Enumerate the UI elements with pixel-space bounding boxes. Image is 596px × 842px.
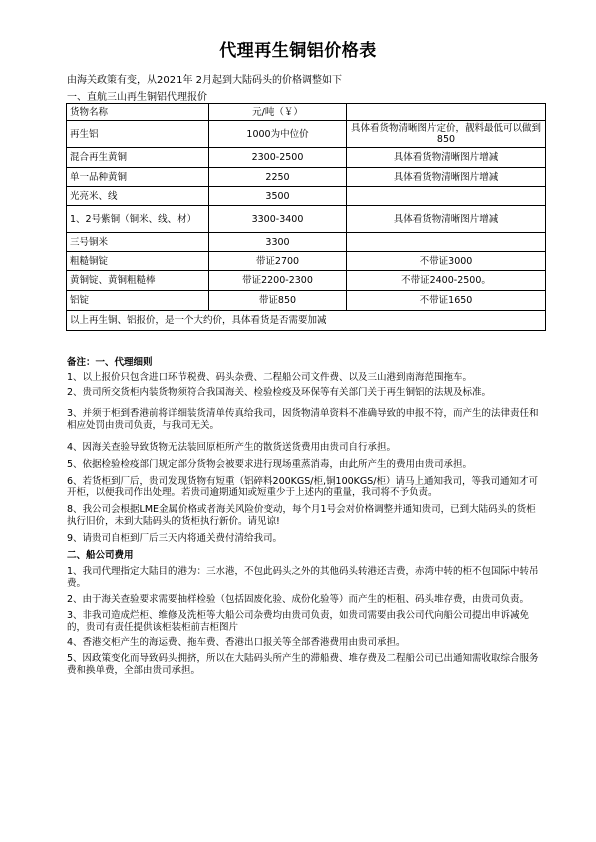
- note-item: 5、依据检验检疫部门规定部分货物会被要求进行现场重蒸消毒，由此所产生的费用由贵司承担。: [67, 458, 473, 470]
- table-row: [67, 252, 546, 271]
- table-cell: [347, 187, 546, 206]
- section-title: 一、直航三山再生铜铝代理报价: [67, 92, 207, 103]
- fee-item: 5、因政策变化而导致码头拥挤，所以在大陆码头所产生的滞船费、堆存费及二程船公司已出通知需收取综合服务费和换单费，全部由贵司承担。: [67, 653, 539, 676]
- table-cell: 带证2200-2300: [209, 271, 347, 291]
- fee-item: 3、非我司造成烂柜、维修及洗柜等大船公司杂费均由贵司负责，如贵司需要由我公司代向船公司提出申诉减免的，贵司有责任提供该柜装柜前吉柜图片: [67, 609, 530, 633]
- table-cell: 黄铜锭、黄铜粗糙棒: [67, 271, 209, 291]
- table-row: [67, 104, 546, 121]
- fee-item: 4、香港交柜产生的海运费、拖车费、香港出口报关等全部香港费用由贵司承担。: [67, 637, 406, 649]
- table-cell: 3300: [209, 233, 347, 252]
- table-cell: 带证850: [209, 291, 347, 311]
- table-cell: 再生铝: [67, 121, 209, 148]
- table-row: [67, 271, 546, 291]
- table-cell: 混合再生黄铜: [67, 148, 209, 168]
- table-row: [67, 187, 546, 206]
- table-cell: 具体看货物清晰图片定价，靓料最低可以做到850: [347, 121, 546, 148]
- note-item: 8、我公司会根据LME金属价格或者海关风险价变动，每个月1号会对价格调整并通知贵司，已到大陆码头的货柜执行旧价，未到大陆码头的货柜执行新价。请见谅!: [67, 504, 536, 527]
- table-row: [67, 121, 546, 148]
- table-cell: 具体看货物清晰图片增减: [347, 168, 546, 187]
- table-cell: 单一品种黄铜: [67, 168, 209, 187]
- table-row: [67, 168, 546, 187]
- note-item: 6、若货柜到厂后，贵司发现货物有短重（铝碎料200KGS/柜,铜100KGS/柜）请马上通知我司，等我司通知才可开柜，以便我司作出处理。若贵司逾期通知或短重少于上述内的重量，我司将不予负责。: [67, 475, 538, 499]
- section2-heading: 二、船公司费用: [67, 549, 134, 561]
- table-cell: [347, 104, 546, 121]
- note-item: 3、并须于柜到香港前将详细装货清单传真给我司，因货物清单资料不准确导致的申报不符，而产生的法律责任和相应处罚由贵司负责，与我司无关。: [67, 408, 539, 432]
- intro-text: 由海关政策有变，从2021年 2月起到大陆码头的价格调整如下: [67, 75, 342, 86]
- table-row: [67, 291, 546, 311]
- table-cell: 1000为中位价: [209, 121, 347, 148]
- table-cell: 2250: [209, 168, 347, 187]
- table-cell: 3500: [209, 187, 347, 206]
- note-item: 4、因海关查验导致货物无法装回原柜所产生的散货送货费用由贵司自行承担。: [67, 441, 397, 453]
- table-cell: 粗糙铜锭: [67, 252, 209, 271]
- fee-item: 1、我司代理指定大陆目的港为：三水港，不包此码头之外的其他码头转港还吉费，赤湾中转的柜不包国际中转吊费。: [67, 566, 539, 590]
- table-cell: [347, 233, 546, 252]
- table-cell: 3300-3400: [209, 206, 347, 233]
- table-row: [67, 233, 546, 252]
- note-item: 2、贵司所交货柜内装货物须符合我国海关、检验检疫及环保等有关部门关于再生铜铝的法规及标准。: [67, 386, 492, 398]
- table-cell: 元/吨（￥）: [209, 104, 347, 121]
- table-cell: 光亮米、线: [67, 187, 209, 206]
- table-cell: 具体看货物清晰图片增减: [347, 206, 546, 233]
- table-cell: 三号铜米: [67, 233, 209, 252]
- table-cell: 1、2号紫铜（铜米、线、材）: [67, 206, 209, 233]
- table-cell: 不带证2400-2500。: [347, 271, 546, 291]
- table-cell: 不带证1650: [347, 291, 546, 311]
- note-item: 1、以上报价只包含进口环节税费、码头杂费、二程船公司文件费、以及三山港到南海范围拖车。: [67, 371, 473, 383]
- table-cell: 不带证3000: [347, 252, 546, 271]
- table-footer-row: [67, 311, 546, 331]
- table-cell: 2300-2500: [209, 148, 347, 168]
- table-row: [67, 148, 546, 168]
- table-cell: 货物名称: [67, 104, 209, 121]
- notes-heading: 备注：一、代理细则: [67, 357, 153, 368]
- table-cell: 具体看货物清晰图片增减: [347, 148, 546, 168]
- table-cell: 带证2700: [209, 252, 347, 271]
- table-row: [67, 206, 546, 233]
- fee-item: 2、由于海关查验要求需要抽样检验（包括固废化验、成份化验等）而产生的柜租、码头堆存费，由贵司负责。: [67, 593, 530, 605]
- price-table: [66, 103, 546, 331]
- notes-section: [67, 357, 545, 677]
- note-item: 9、请贵司自柜到厂后三天内将通关费付清给我司。: [67, 532, 283, 544]
- table-footer: 以上再生铜、铝报价，是一个大约价，具体看货是否需要加减: [67, 311, 546, 331]
- document-title: 代理再生铜铝价格表: [219, 41, 377, 61]
- table-cell: 铝锭: [67, 291, 209, 311]
